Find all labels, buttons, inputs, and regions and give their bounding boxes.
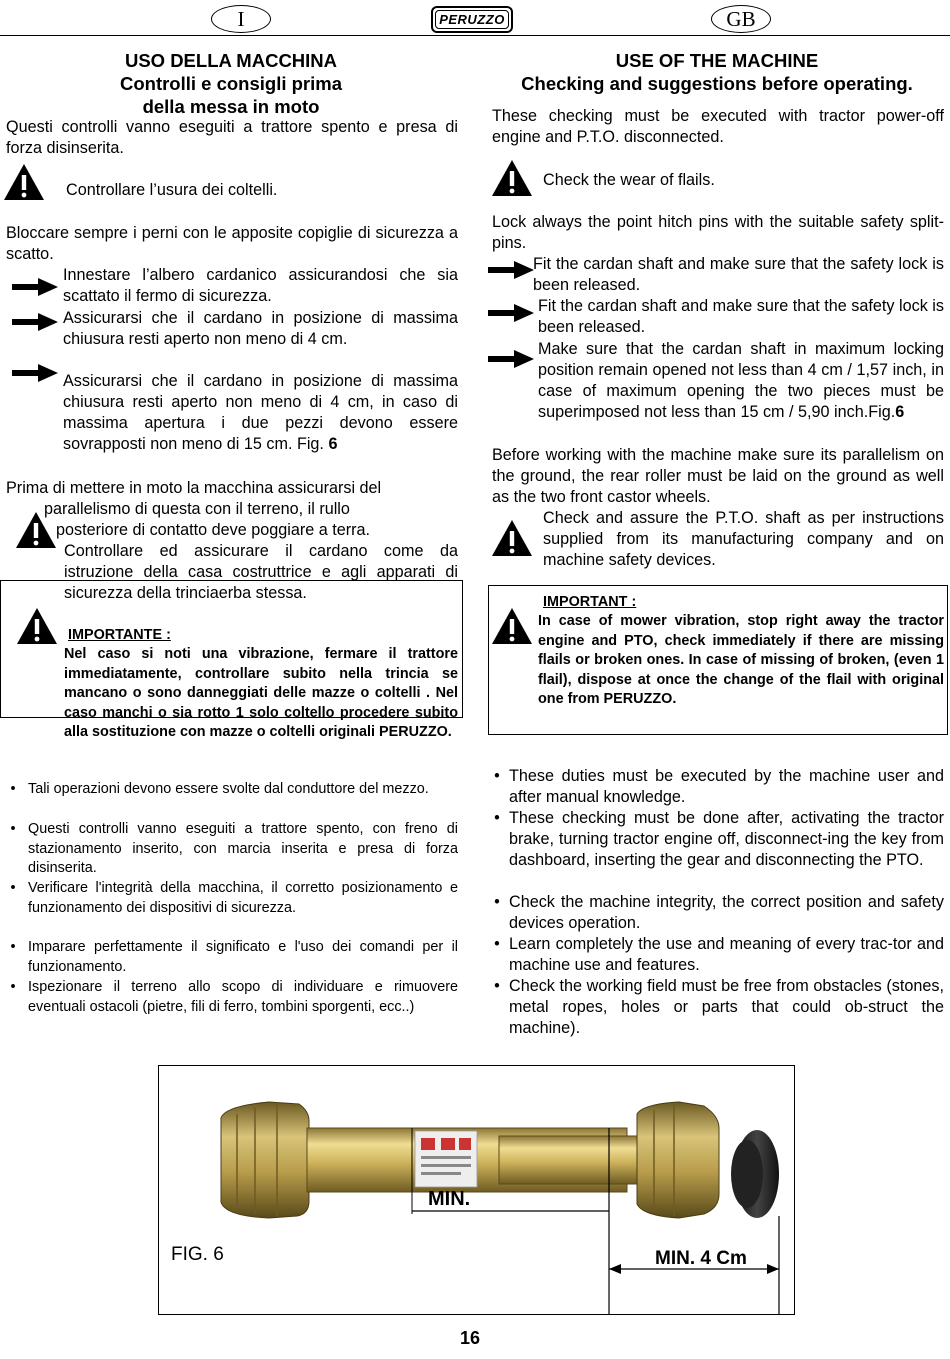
- it-before-2: parallelismo di questa con il terreno, il rullo: [44, 500, 350, 518]
- it-title-1: USO DELLA MACCHINA: [124, 50, 338, 71]
- it-title-2: Controlli e consigli prima: [119, 73, 343, 94]
- gb-important-title: IMPORTANT :: [543, 594, 637, 610]
- it-pto: Controllare ed assicurare il cardano come da istruzione della casa costruttrice e agli apparati di sicurezza della trinciaerba stessa.: [64, 542, 458, 602]
- list-item: • These duties must be executed by the machine user and after manual knowledge.: [494, 767, 944, 806]
- fig-ref: 6: [328, 435, 338, 453]
- it-arrow-3: [63, 371, 458, 455]
- warning-icon: [490, 158, 534, 198]
- gb-intro: These checking must be executed with tractor power-off engine and P.T.O. disconnected.: [492, 107, 944, 146]
- list-item: • Check the machine integrity, the correct position and safety devices operation.: [494, 893, 944, 932]
- list-item: • These checking must be done after, activating the tractor brake, turning tractor engine off, disconnect-ing the key from dashboard, inserting the gear and disconnecting the PTO.: [494, 809, 944, 869]
- gb-before: Before working with the machine make sure its parallelism on the ground, the rear roller must be laid on the ground as well as the two front castor wheels.: [492, 446, 944, 506]
- it-arrow-2: Assicurarsi che il cardano in posizione di massima chiusura resti aperto non meno di 4 cm.: [63, 309, 458, 348]
- it-important-title: IMPORTANTE :: [68, 627, 171, 643]
- gb-arrow-1: Fit the cardan shaft and make sure that the safety lock is been released.: [533, 255, 944, 294]
- it-intro: Questi controlli vanno eseguiti a trattore spento e presa di forza disinserita.: [6, 118, 458, 157]
- list-item: • Imparare perfettamente il significato e l'uso dei comandi per il funzionamento.: [10, 939, 458, 975]
- warning-icon: [490, 518, 534, 558]
- warning-icon: [14, 510, 58, 550]
- list-item: • Questi controlli vanno eseguiti a trattore spento, con freno di stazionamento inserito, con marcia inserita e presa di forza disinserita.: [10, 821, 458, 877]
- it-arrow-3-text: Assicurarsi che il cardano in posizione di massima chiusura resti aperto non meno di 4 cm, in caso di massima apertura i due pezzi devono essere sovrapposti non meno di 15 cm. Fig.: [63, 372, 458, 453]
- gb-arrow-3: [538, 339, 944, 423]
- lang-badge-it: I: [211, 5, 271, 33]
- gb-arrow-2: Fit the cardan shaft and make sure that the safety lock is been released.: [538, 297, 944, 336]
- arrow-right-icon: [12, 276, 58, 298]
- arrow-right-icon: [488, 259, 534, 281]
- page-number: 16: [459, 1328, 481, 1348]
- figure-caption: FIG. 6: [171, 1244, 224, 1265]
- it-before-3: posteriore di contatto deve poggiare a terra.: [56, 521, 371, 539]
- it-important-body: Nel caso si noti una vibrazione, fermare il trattore immediatamente, controllare subito nella trincia se mancano o sono danneggiati delle mazze o coltelli . Nel caso manchi o sia rotto 1 solo coltello procedere subito alla sostituzione con mazze o coltelli originali PERUZZO.: [64, 646, 458, 741]
- list-item: • Ispezionare il terreno allo scopo di individuare e rimuovere eventuali ostacoli (pietre, fili di ferro, tombini sporgenti, ecc..): [10, 979, 458, 1015]
- lang-badge-gb: GB: [711, 5, 771, 33]
- warning-icon: [490, 606, 534, 646]
- warning-icon: [2, 162, 46, 202]
- it-arrow-1: Innestare l’albero cardanico assicurandosi che sia scattato il fermo di sicurezza.: [63, 266, 458, 305]
- gb-important-body: In case of mower vibration, stop right away the tractor engine and PTO, check immediately if there are missing flails or broken ones. In case of missing of broken, (even 1 flail), dispose at once the change of the flail with original one from PERUZZO.: [538, 613, 944, 708]
- cardan-shaft-illustration: [159, 1066, 794, 1314]
- list-item: • Check the working field must be free from obstacles (stones, metal ropes, holes or parts that could ob-struct the machine).: [494, 977, 944, 1037]
- header-rule: [0, 35, 950, 36]
- list-item: • Verificare l'integrità della macchina, il corretto posizionamento e funzionamento dei dispositivi di sicurezza.: [10, 880, 458, 916]
- it-before-1: Prima di mettere in moto la macchina assicurarsi del: [6, 479, 382, 497]
- arrow-right-icon: [488, 302, 534, 324]
- gb-pto: Check and assure the P.T.O. shaft as per instructions supplied from its manufacturing company and on machine safety devices.: [543, 509, 944, 569]
- it-pins: Bloccare sempre i perni con le apposite copiglie di sicurezza a scatto.: [6, 224, 458, 263]
- it-check-wear: Controllare l’usura dei coltelli.: [66, 181, 278, 199]
- list-item: • Tali operazioni devono essere svolte dal conduttore del mezzo.: [10, 781, 429, 797]
- gb-check-wear: Check the wear of flails.: [543, 171, 715, 189]
- gb-arrow-3-text: Make sure that the cardan shaft in maximum locking position remain opened not less than 4 cm / 1,57 inch, in case of maximum opening the two pieces must be superimposed not less than 15 cm / 5,90 inch.Fig.: [538, 340, 944, 421]
- gb-pins: Lock always the point hitch pins with the suitable safety split-pins.: [492, 213, 944, 252]
- min-label: MIN.: [428, 1188, 471, 1210]
- fig-ref: 6: [895, 403, 905, 421]
- warning-icon: [15, 606, 59, 646]
- it-title-3: della messa in moto: [142, 96, 320, 117]
- gb-title-2: Checking and suggestions before operating.: [521, 73, 913, 94]
- peruzzo-logo: PERUZZO: [431, 6, 513, 33]
- arrow-right-icon: [12, 311, 58, 333]
- arrow-right-icon: [488, 348, 534, 370]
- gb-title-1: USE OF THE MACHINE: [615, 50, 819, 71]
- arrow-right-icon: [12, 362, 58, 384]
- min-4cm-label: MIN. 4 Cm: [655, 1248, 747, 1269]
- list-item: • Learn completely the use and meaning of every trac-tor and machine use and features.: [494, 935, 944, 974]
